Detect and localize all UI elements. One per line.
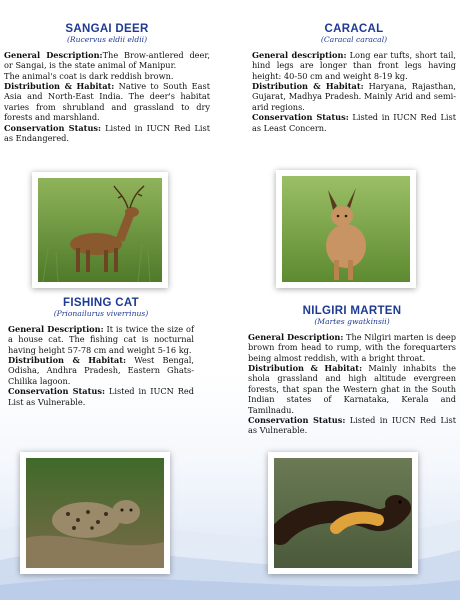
- text: It is twice the size of a house cat. The fishing cat is nocturnal having height 57-78 cm and weight 5-16 kg.: [8, 323, 195, 355]
- label: Distribution & Habitat:: [8, 355, 127, 366]
- label: Distribution & Habitat:: [252, 81, 364, 92]
- label: Conservation Status:: [4, 122, 102, 133]
- text: Listed in IUCN Red List as Least Concern.: [252, 112, 456, 133]
- paragraph: [248, 415, 456, 436]
- label: Conservation Status:: [252, 112, 349, 123]
- caracal-photo: [276, 170, 416, 288]
- scientific-name: (Rucervus eldii eldii): [66, 35, 148, 45]
- label: Conservation Status:: [8, 386, 105, 397]
- text: Listed in IUCN Red List as Vulnerable.: [8, 386, 194, 407]
- paragraph: [4, 50, 210, 71]
- label: Distribution & Habitat:: [4, 81, 115, 92]
- text: Haryana, Rajasthan, Gujarat, Madhya Pradesh. Mainly Arid and semi-arid regions.: [252, 81, 456, 112]
- text: Listed in IUCN Red List as Vulnerable.: [248, 415, 456, 436]
- nilgiri-marten-photo: [268, 452, 418, 574]
- label: General Description:: [248, 331, 344, 342]
- paragraph: [252, 112, 456, 133]
- scientific-name: (Martes gwatkinsii): [314, 317, 390, 327]
- paragraph: [248, 363, 456, 415]
- text: West Bengal, Odisha, Andhra Pradesh, Eastern Ghats-Chilika lagoon.: [8, 355, 194, 386]
- paragraph: [4, 123, 210, 144]
- section-nilgiri-marten: [248, 306, 456, 436]
- scientific-name: (Prionailurus viverrinus): [53, 309, 149, 319]
- label: Distribution & Habitat:: [248, 363, 363, 374]
- paragraph: [252, 81, 456, 112]
- paragraph: [4, 71, 210, 81]
- paragraph: [8, 386, 194, 407]
- paragraph: [252, 50, 456, 81]
- section-caracal: [252, 24, 456, 133]
- text: The animal's coat is dark reddish brown.: [4, 70, 174, 81]
- section-title: CARACAL: [324, 23, 384, 35]
- paragraph: [248, 332, 456, 363]
- label: General description:: [252, 49, 347, 60]
- scientific-name: (Caracal caracal): [320, 35, 388, 45]
- section-title: FISHING CAT: [63, 297, 139, 309]
- label: General Description:: [8, 323, 104, 334]
- fishing-cat-photo: [20, 452, 170, 574]
- section-title: SANGAI DEER: [65, 23, 149, 35]
- text: Native to South East Asia and North-East India. The deer's habitat varies from shrubland and grassland to dry forests and marshland.: [4, 81, 211, 123]
- paragraph: [8, 324, 194, 355]
- text: The Nilgiri marten is deep brown from head to rump, with the forequarters being almost reddish, with a bright throat.: [248, 331, 456, 363]
- section-title: NILGIRI MARTEN: [302, 305, 402, 317]
- label: General Description:: [4, 49, 103, 60]
- text: The Brow-antlered deer, or Sangai, is the state animal of Manipur.: [4, 49, 210, 71]
- paragraph: [8, 355, 194, 386]
- paragraph: [4, 81, 210, 123]
- text: Long ear tufts, short tail, hind legs are longer than front legs having height: 40-50 cm and weight 8-19 kg.: [252, 49, 456, 81]
- sangai-deer-photo: [32, 172, 168, 288]
- text: Listed in IUCN Red List as Endangered.: [4, 122, 210, 144]
- section-sangai-deer: [4, 24, 210, 143]
- text: Mainly inhabits the shola grassland and high altitude evergreen forests, that span the Western ghat in the South Indian states of Karnataka, Kerala and Tamilnadu.: [248, 363, 457, 415]
- section-fishing-cat: [8, 298, 194, 407]
- label: Conservation Status:: [248, 415, 346, 426]
